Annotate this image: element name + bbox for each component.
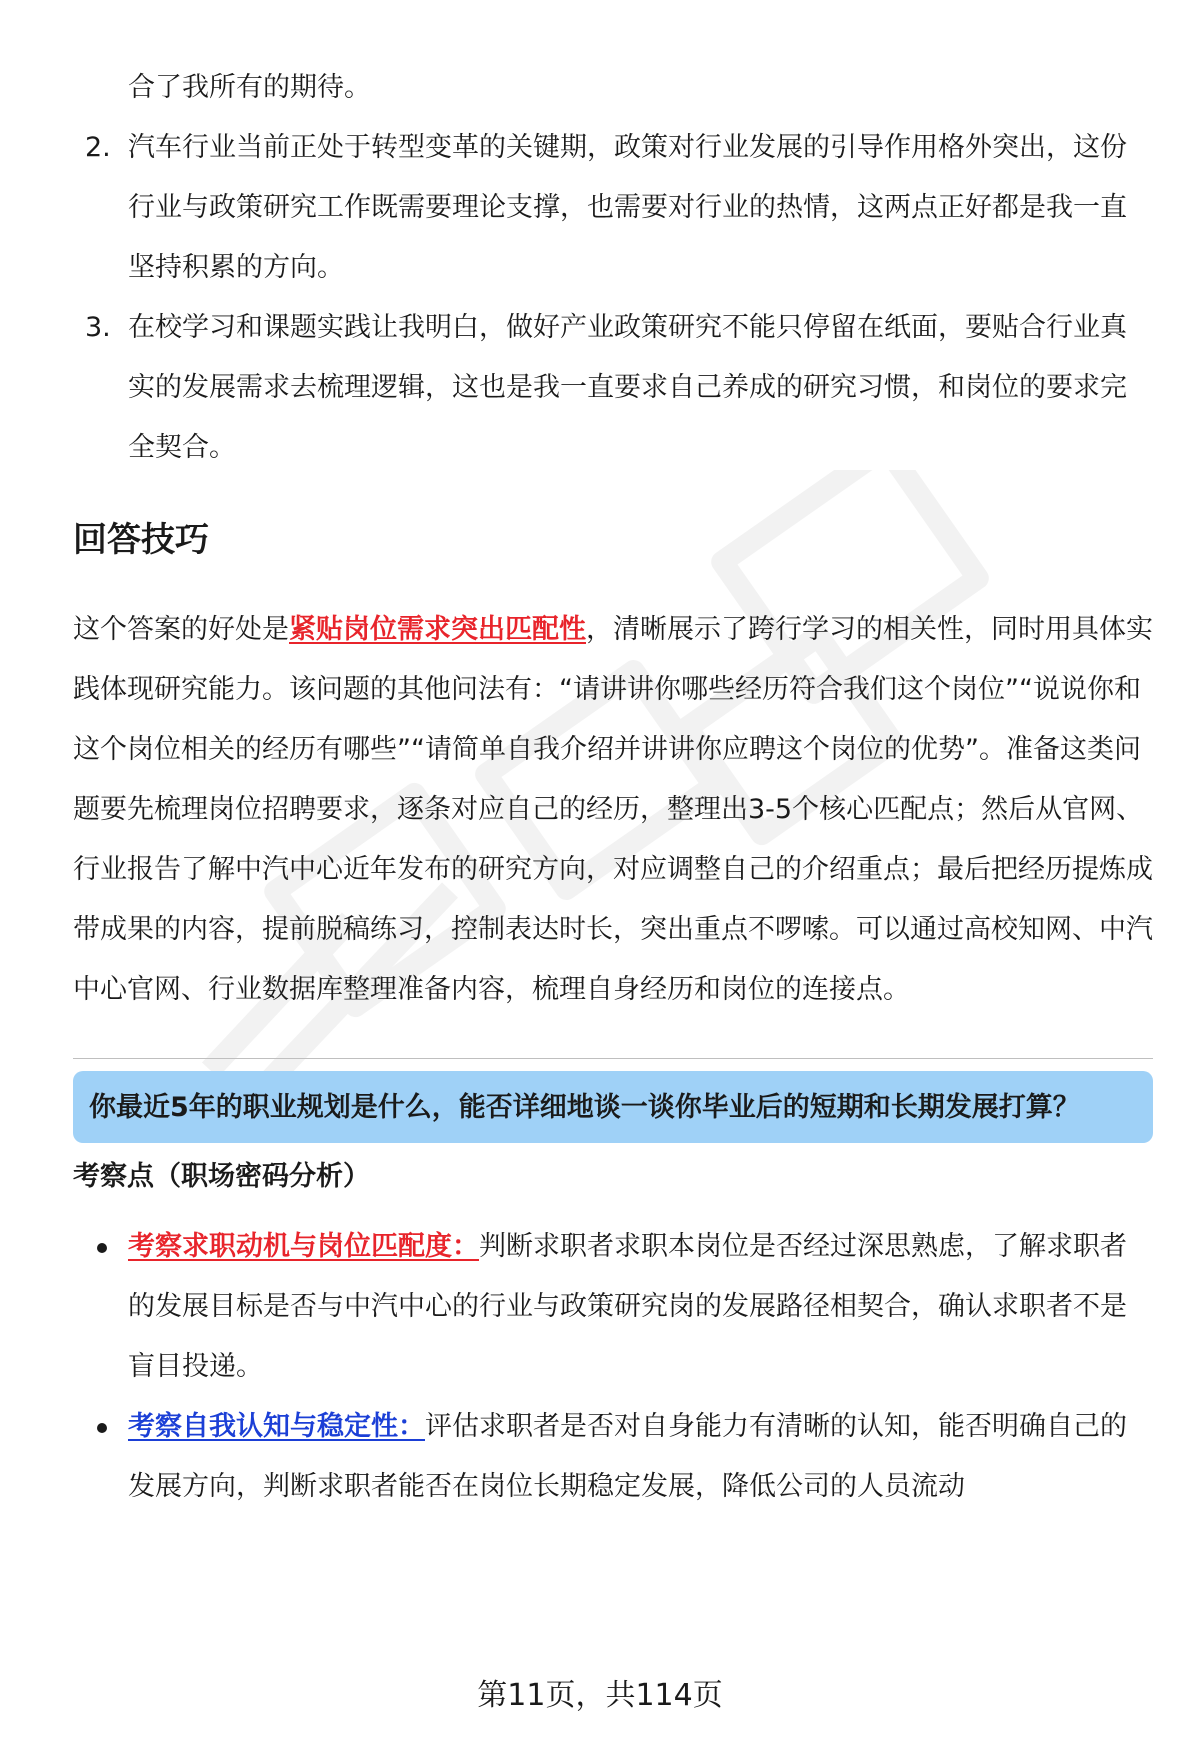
page-footer: 第11页，共114页: [477, 1678, 723, 1713]
list-item-text: 汽车行业当前正处于转型变革的关键期，政策对行业发展的引导作用格外突出，这份行业与政策研究工作既需要理论支撑，也需要对行业的热情，这两点正好都是我一直坚持积累的方向。: [128, 132, 1127, 283]
list-item: [73, 118, 1153, 298]
analysis-text: 判断求职者求职本岗位是否经过深思熟虑，了解求职者的发展目标是否与中汽中心的行业与政策研究岗的发展路径相契合，确认求职者不是盲目投递。: [128, 1231, 1127, 1382]
section-divider: [73, 1058, 1153, 1059]
question-text: 你最近5年的职业规划是什么，能否详细地谈一谈你毕业后的短期和长期发展打算？: [89, 1092, 1080, 1123]
tips-body: ，清晰展示了跨行学习的相关性，同时用具体实践体现研究能力。该问题的其他问法有：“请讲讲你哪些经历符合我们这个岗位”“说说你和这个岗位相关的经历有哪些”“请简单自我介绍并讲讲你应聘这个岗位的优势”。准备这类问题要先梳理岗位招聘要求，逐条对应自己的经历，整理出3-5个核心匹配点；然后从官网、行业报告了解中汽中心近年发布的研究方向，对应调整自己的介绍重点；最后把经历提炼成带成果的内容，提前脱稿练习，控制表达时长，突出重点不啰嗦。可以通过高校知网、中汽中心官网、行业数据库整理准备内容，梳理自身经历和岗位的连接点。: [73, 614, 1153, 1005]
analysis-label: 考察自我认知与稳定性：: [128, 1411, 425, 1442]
numbered-list: [73, 118, 1153, 478]
tips-lead: 这个答案的好处是: [73, 614, 289, 645]
list-item: [73, 298, 1153, 478]
analysis-label: 考察求职动机与岗位匹配度：: [128, 1231, 479, 1262]
bullet-icon: [97, 1423, 107, 1433]
main-content: [73, 58, 1153, 1517]
analysis-list: [73, 1217, 1153, 1517]
list-item: [73, 1397, 1153, 1517]
section-heading-tips: 回答技巧: [73, 520, 209, 560]
question-box: [73, 1071, 1153, 1143]
analysis-heading: 考察点（职场密码分析）: [73, 1161, 370, 1192]
tips-highlight: 紧贴岗位需求突出匹配性: [289, 614, 586, 645]
bullet-icon: [97, 1243, 107, 1253]
list-number: 2.: [85, 132, 111, 163]
list-number: 3.: [85, 312, 111, 343]
list-item-text: 在校学习和课题实践让我明白，做好产业政策研究不能只停留在纸面，要贴合行业真实的发展需求去梳理逻辑，这也是我一直要求自己养成的研究习惯，和岗位的要求完全契合。: [128, 312, 1127, 463]
list-item-continuation: 合了我所有的期待。: [128, 72, 371, 103]
tips-paragraph: [73, 600, 1153, 1020]
list-item: [73, 1217, 1153, 1397]
analysis-text: 评估求职者是否对自身能力有清晰的认知，能否明确自己的发展方向，判断求职者能否在岗位长期稳定发展，降低公司的人员流动: [128, 1411, 1127, 1502]
